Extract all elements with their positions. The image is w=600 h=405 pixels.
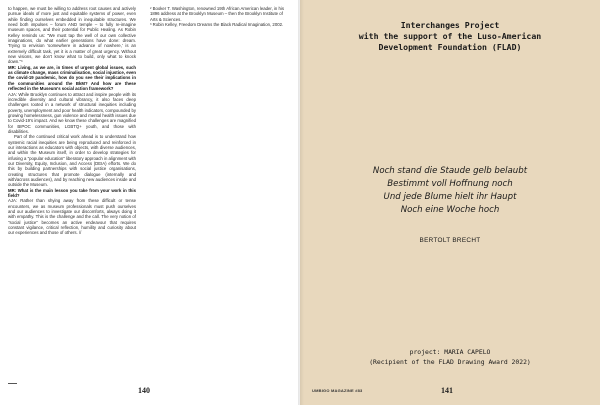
page-number-right: 141 [441, 386, 453, 395]
poem-author: BERTOLT BRECHT [419, 237, 481, 244]
credit-line: project: MARIA CAPELO [409, 348, 491, 356]
poem-line: Noch stand die Staude gelb belaubt [372, 166, 528, 176]
project-heading [330, 20, 570, 53]
project-credit [320, 347, 580, 367]
page-number-left: 140 [138, 386, 150, 395]
interview-question: MR: Living, as we are, in times of urgent global issues, such as climate change, mass criminalisation, social injustice, even the covid-19 pandemic, how do you see their implications in the communities around the BkM? And how are these reflected in the Museum's social action framework? [8, 64, 136, 92]
footnotes-column [150, 6, 290, 27]
footnote: ² Booker T. Washington, renowned 19th African American leader, in his 1896 address at the Brooklyn Museum – then the Brooklyn Institute of Arts & Sciences. [150, 6, 284, 22]
footer-rule [8, 383, 17, 384]
poem-line: Noch eine Woche hoch [400, 205, 500, 215]
paragraph: AJA: Rather than shying away from these difficult or tense encounters, we as museum professionals must push ourselves and our audiences to investigate our discomforts, always doing it with empathy. This is the challenge and the call. The very notion of "social justice" becomes an active endeavour that requires constant vigilance, critical reflection, humility and curiosity about our experiences and those of others. // [8, 198, 136, 236]
magazine-name: UMBIGO MAGAZINE #83 [312, 388, 363, 393]
paragraph: Part of the continued critical work ahead is to understand how systemic racial inequities are being reproduced and reinforced in our interactions as educators with objects, with diverse audiences, and within the Museum itself, in order to develop strategies for infusing a "popular education" liberatory approach in alignment with our Diversity, Equity, Inclusion, and Access (DEIA) efforts. We do this by building partnerships with social justice organisations, creating structures that promote dialogue (internally and with/across audiences), and by reaching new audiences inside and outside the Museum. [8, 134, 136, 188]
heading-line: Interchanges Project [400, 20, 500, 30]
paragraph: AJA: While Brooklyn continues to attract and inspire people with its incredible diversity and cultural vibrancy, it also faces deep challenges rooted in a network of structural inequities including poverty, unemployment and poor health indicators, compounded by growing homelessness, gun violence and mental health issues due to Covid-19's impact. And we know these challenges are magnified for BIPOC communities, LGBTQ+ youth, and those with disabilities. [8, 91, 136, 134]
paragraph: to happen, we must be willing to address root causes and actively pursue ideals of more just and equitable systems of power, even while finding ourselves embedded in inequitable structures. We need both impulses – forum AND temple – to fully re-imagine museum spaces, and their potential for Public Healing. As Robin Kelley reminds us: "We must tap the well of our own collective imaginations, do what earlier generations have done: dream. Trying to envision 'somewhere in advance of nowhere,' is an extremely difficult task, yet it is a matter of great urgency. Without new visions, we don't know what to build, only what to knock down."³ [8, 6, 136, 65]
credit-line: (Recipient of the FLAD Drawing Award 2022) [369, 358, 531, 366]
heading-line: Development Foundation (FLAD) [378, 42, 522, 52]
footnote: ³ Robin Kelley, Freedom Dreams the Black Radical Imagination, 2002. [150, 22, 284, 28]
poem-line: Und jede Blume hielt ihr Haupt [383, 192, 517, 202]
interview-question: MR: What is the main lesson you take from your work in this field? [8, 187, 136, 199]
right-page [300, 0, 600, 405]
interview-column [8, 6, 136, 236]
poem-line: Bestimmt voll Hoffnung noch [387, 179, 513, 189]
heading-line: with the support of the Luso-American [358, 31, 542, 41]
poem [330, 165, 570, 217]
